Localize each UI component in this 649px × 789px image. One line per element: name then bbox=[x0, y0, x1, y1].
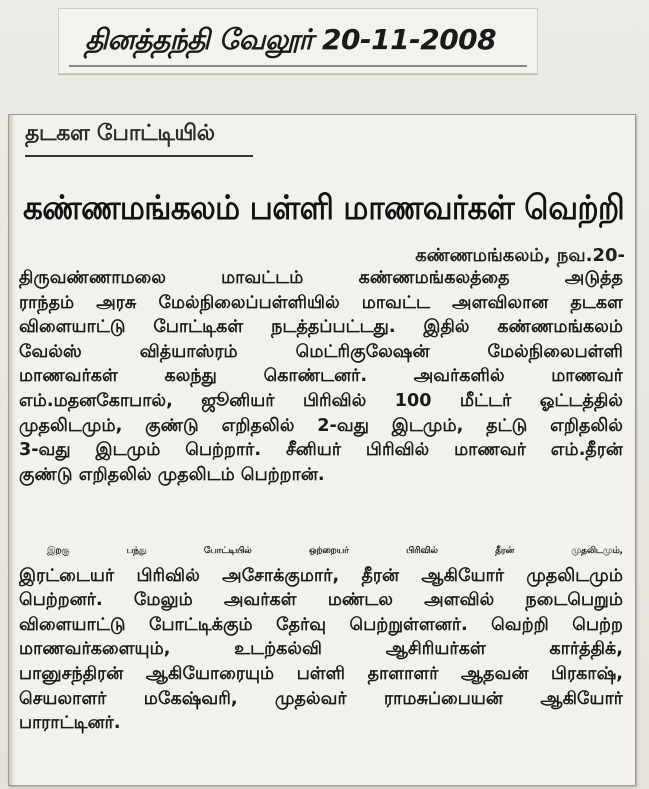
kicker-underline bbox=[25, 155, 253, 157]
paragraph-line: பாராட்டினர். bbox=[19, 713, 121, 734]
news-clipping bbox=[8, 114, 636, 786]
paragraph-line: வேல்ஸ் வித்யாஸ்ரம் மெட்ரிகுலேஷன் மேல்நிலைபள்ளி bbox=[19, 341, 623, 362]
article-paragraph-2 bbox=[19, 539, 623, 736]
paragraph-line: திருவண்ணாமலை மாவட்டம் கண்ணமங்கலத்தை அடுத்த bbox=[19, 268, 623, 288]
paragraph-line: மாணவர்கள் கலந்து கொண்டனர். அவர்களில் மாணவர் bbox=[19, 366, 623, 387]
paragraph-line: பெற்றனர். மேலும் அவர்கள் மண்டல அளவில் நடைபெறும் bbox=[19, 590, 623, 611]
paragraph-line: இரட்டையர் பிரிவில் அசோக்குமார், தீரன் ஆகியோர் முதலிடமும் bbox=[19, 565, 623, 586]
paragraph-line: எம்.மதனகோபால், ஜூனியர் பிரிவில் 100 மீட்டர் ஓட்டத்தில் bbox=[19, 390, 623, 411]
paragraph-line: முதலிடமும், குண்டு எறிதலில் 2-வது இடமும், தட்டு எறிதலில் bbox=[19, 415, 623, 436]
newspaper-masthead bbox=[58, 8, 538, 74]
masthead-underline bbox=[69, 65, 527, 67]
paragraph-line: மாணவர்களையும், உடற்கல்வி ஆசிரியர்கள் கார்த்திக், bbox=[19, 639, 623, 660]
article-dateline: கண்ணமங்கலம், நவ.20- bbox=[415, 245, 625, 266]
paragraph-line: 3-வது இடமும் பெற்றார். சீனியர் பிரிவில் மாணவர் எம்.தீரன் bbox=[19, 440, 623, 461]
article-headline: கண்ணமங்கலம் பள்ளி மாணவர்கள் வெற்றி bbox=[23, 189, 625, 228]
masthead-title: தினத்தந்தி வேலூர் 20-11-2008 bbox=[85, 23, 497, 56]
paragraph-line: ராந்தம் அரசு மேல்நிலைப்பள்ளியில் மாவட்ட அளவிலான தடகள bbox=[19, 292, 623, 313]
paragraph-line: குண்டு எறிதலில் முதலிடம் பெற்றான். bbox=[19, 464, 325, 485]
paragraph-line: விளையாட்டு போட்டிக்கும் தேர்வு பெற்றுள்ளனர். வெற்றி பெற்ற bbox=[19, 614, 623, 635]
article-paragraph-1 bbox=[19, 266, 623, 487]
paragraph-line: இறகு பந்து போட்டியில் ஒற்றையர் பிரிவில் தீரன் முதலிடமும், bbox=[47, 546, 623, 556]
paragraph-line: செயலாளர் மகேஷ்வரி, முதல்வர் ராமசுப்பையன் ஆகியோர் bbox=[19, 688, 623, 709]
article-kicker: தடகள போட்டியில் bbox=[25, 121, 215, 146]
paragraph-line: பானுசந்திரன் ஆகியோரையும் பள்ளி தாளாளர் ஆதவன் பிரகாஷ், bbox=[19, 663, 623, 684]
paragraph-line: விளையாட்டு போட்டிகள் நடத்தப்பட்டது. இதில் கண்ணமங்கலம் bbox=[19, 317, 623, 338]
clipping-edge-shadow bbox=[9, 115, 15, 785]
